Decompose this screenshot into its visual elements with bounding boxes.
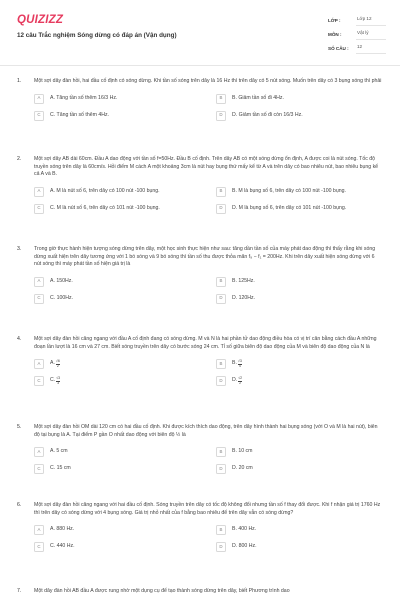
option-letter: C	[34, 542, 44, 552]
option-c[interactable]	[34, 294, 202, 304]
option-text: A. 5 cm	[50, 448, 68, 455]
option-letter: C	[34, 294, 44, 304]
question-text: Một sợi dây đàn hồi căng ngang với đầu A cố định đang có sóng dừng. M và N là hai phần tử dao động điều hòa có vị trí cân bằng cách đầu A những đoạn lần lượt là 16 cm và 27 cm. Biết sóng truyền trên dây có bước sóng 24 cm. Tỉ số giữa biên độ dao động của M và biên độ dao động của N là	[34, 336, 377, 350]
option-c[interactable]	[34, 464, 202, 474]
option-c[interactable]	[34, 204, 202, 214]
meta-row-subject	[328, 28, 386, 42]
option-letter: B	[216, 525, 226, 535]
question-number: 6.	[17, 502, 22, 508]
options	[34, 525, 383, 552]
option-d[interactable]	[216, 294, 384, 304]
options	[34, 94, 383, 121]
option-c[interactable]	[34, 376, 202, 386]
option-text: D. 20 cm	[232, 465, 253, 472]
option-text: C. 440 Hz.	[50, 543, 75, 550]
option-text: C. 15 cm	[50, 465, 71, 472]
option-text: B. M là bụng số 6, trên dây có 100 nút -100 bụng.	[232, 187, 346, 194]
question-number: 4.	[17, 336, 22, 342]
option-letter: D	[216, 464, 226, 474]
option-text: A. Tăng tần số thêm 16/3 Hz.	[50, 94, 118, 101]
question-2	[17, 156, 383, 214]
option-text: C. M là nút số 6, trên dây có 101 nút -100 bụng.	[50, 204, 160, 211]
option-text: B.	[232, 360, 237, 367]
option-text: B. 125Hz.	[232, 277, 255, 284]
option-text: B. 10 cm	[232, 448, 253, 455]
option-b[interactable]	[216, 359, 384, 369]
option-letter: A	[34, 277, 44, 287]
fraction	[56, 377, 60, 385]
options	[34, 277, 383, 304]
option-d[interactable]	[216, 111, 384, 121]
question-7	[17, 588, 383, 596]
option-text: D. 800 Hz.	[232, 543, 257, 550]
question-number: 2.	[17, 156, 22, 162]
fraction-numerator: √3	[237, 358, 242, 363]
option-letter: D	[216, 542, 226, 552]
option-text: A.	[50, 360, 55, 367]
question-number: 3.	[17, 246, 22, 252]
option-a[interactable]	[34, 447, 202, 457]
option-letter: A	[34, 359, 44, 369]
option-letter: D	[216, 204, 226, 214]
fraction	[238, 377, 242, 385]
option-a[interactable]	[34, 187, 202, 197]
question-text: Một sợi dây đàn hồi, hai đầu cố định có sóng dừng. Khi tần số sóng trên dây là 16 Hz thì trên dây có 5 nút sóng. Muốn trên dây có 3 bụng sóng thì phải	[34, 78, 382, 84]
question-text: Trong giờ thực hành hiện tượng sóng dừng trên dây, một học sinh thực hiện như sau: tăng dần tần số của máy phát dao động thì thấy rằng khi sóng dừng xuất hiện trên dây tương ứng với 1 bó sóng và 9 bó sóng thì tần số thu được thỏa mãn f₉ − f₁ = 200Hz. Khi trên dây xuất hiện sóng dừng với 6 nút sóng thì máy phát tần số hiện giá trị là	[34, 246, 376, 268]
option-letter: D	[216, 111, 226, 121]
option-b[interactable]	[216, 187, 384, 197]
option-letter: B	[216, 447, 226, 457]
option-letter: D	[216, 376, 226, 386]
option-letter: A	[34, 525, 44, 535]
option-a[interactable]	[34, 94, 202, 104]
meta-key: SỐ CÂU :	[328, 45, 349, 51]
option-a[interactable]	[34, 277, 202, 287]
meta-key: LỚP :	[328, 17, 341, 23]
fraction	[238, 360, 242, 368]
question-text: Một dây đàn hồi AB đầu A được rung nhờ một dụng cụ để tạo thành sóng dừng trên dây, biết Phương trình dao	[34, 588, 290, 594]
option-letter: D	[216, 294, 226, 304]
option-b[interactable]	[216, 277, 384, 287]
option-text: D. 120Hz.	[232, 294, 256, 301]
options	[34, 359, 383, 386]
fraction-denominator: 3	[57, 380, 60, 385]
question-text: Một sợi dây đàn hồi OM dài 120 cm có hai đầu cố định. Khi được kích thích dao động, trên dây hình thành hai bụng sóng (với O và M là hai nút), biên độ tại bụng là A. Tại điểm P gần O nhất dao động với biên độ ½ là	[34, 424, 378, 438]
fraction-denominator: 2	[239, 380, 242, 385]
question-4	[17, 336, 383, 386]
logo-text: QUIZIZZ	[17, 14, 64, 27]
option-text: A. 150Hz.	[50, 277, 73, 284]
question-3	[17, 246, 383, 304]
meta-row-class	[328, 14, 386, 28]
option-letter: A	[34, 447, 44, 457]
option-text: C. 100Hz.	[50, 294, 74, 301]
option-d[interactable]	[216, 376, 384, 386]
meta-value: Lớp 12	[356, 16, 386, 26]
option-c[interactable]	[34, 111, 202, 121]
option-a[interactable]	[34, 525, 202, 535]
option-letter: B	[216, 94, 226, 104]
option-d[interactable]	[216, 204, 384, 214]
question-number: 1.	[17, 78, 22, 84]
question-1	[17, 78, 383, 121]
meta-value: Vật lý	[356, 30, 386, 40]
question-number: 5.	[17, 424, 22, 430]
option-text: D. Giảm tần số đi còn 16/3 Hz.	[232, 111, 303, 118]
question-text: Một sợi dây AB dài 60cm. Đầu A dao động với tần số f=50Hz. Đầu B cố định. Trên dây AB có một sóng dừng ổn định, A được coi là nút sóng. Tốc độ truyền sóng trên dây là 60cm/s. Hỏi điểm M cách A một khoảng 3cm là nút hay bụng thứ mấy kể từ A và trên dây có bao nhiêu nút, bao nhiêu bụng kể cả A và B.	[34, 156, 379, 178]
option-b[interactable]	[216, 94, 384, 104]
meta-value: 12	[356, 44, 386, 54]
option-d[interactable]	[216, 542, 384, 552]
fraction-denominator: 2	[56, 363, 59, 368]
question-5	[17, 424, 383, 474]
question-number: 7.	[17, 588, 22, 594]
meta-info	[328, 14, 386, 56]
fraction-numerator: √6	[55, 358, 60, 363]
meta-key: MÔN :	[328, 31, 342, 37]
option-d[interactable]	[216, 464, 384, 474]
option-text: B. Giảm tần số đi 4Hz.	[232, 94, 284, 101]
option-letter: C	[34, 111, 44, 121]
option-letter: C	[34, 376, 44, 386]
option-text: A. 880 Hz.	[50, 526, 75, 533]
option-letter: C	[34, 204, 44, 214]
option-text: D. M là bụng số 6, trên dây có 101 nút -100 bụng.	[232, 204, 347, 211]
page-header	[0, 0, 400, 66]
option-text: D.	[232, 377, 238, 384]
question-6	[17, 502, 383, 552]
option-b[interactable]	[216, 525, 384, 535]
fraction	[56, 360, 60, 368]
option-letter: C	[34, 464, 44, 474]
option-b[interactable]	[216, 447, 384, 457]
options	[34, 447, 383, 474]
fraction-numerator: √2	[238, 375, 243, 380]
meta-row-count	[328, 42, 386, 56]
option-text: C.	[50, 377, 56, 384]
quizizz-logo	[17, 14, 63, 27]
option-text: C. Tăng tần số thêm 4Hz.	[50, 111, 110, 118]
option-letter: B	[216, 277, 226, 287]
fraction-denominator: 4	[238, 363, 241, 368]
options	[34, 187, 383, 214]
question-text: Một sợi dây đàn hồi căng ngang với hai đầu cố định. Sóng truyền trên dây có tốc độ không đổi nhưng tần số f thay đổi được. Khi f nhận giá trị 1760 Hz thì trên dây có sóng dừng với 4 bụng sóng. Giá trị nhỏ nhất của f bằng bao nhiêu để trên dây vẫn có sóng dừng?	[34, 502, 381, 516]
option-letter: A	[34, 94, 44, 104]
option-letter: A	[34, 187, 44, 197]
fraction-numerator: √3	[56, 375, 61, 380]
option-c[interactable]	[34, 542, 202, 552]
option-text: A. M là nút số 6, trên dây có 100 nút -100 bụng.	[50, 187, 160, 194]
option-letter: B	[216, 187, 226, 197]
option-a[interactable]	[34, 359, 202, 369]
option-letter: B	[216, 359, 226, 369]
option-text: B. 400 Hz.	[232, 526, 257, 533]
page-title: 12 câu Trắc nghiệm Sóng dừng có đáp án (Vận dụng)	[17, 32, 177, 39]
